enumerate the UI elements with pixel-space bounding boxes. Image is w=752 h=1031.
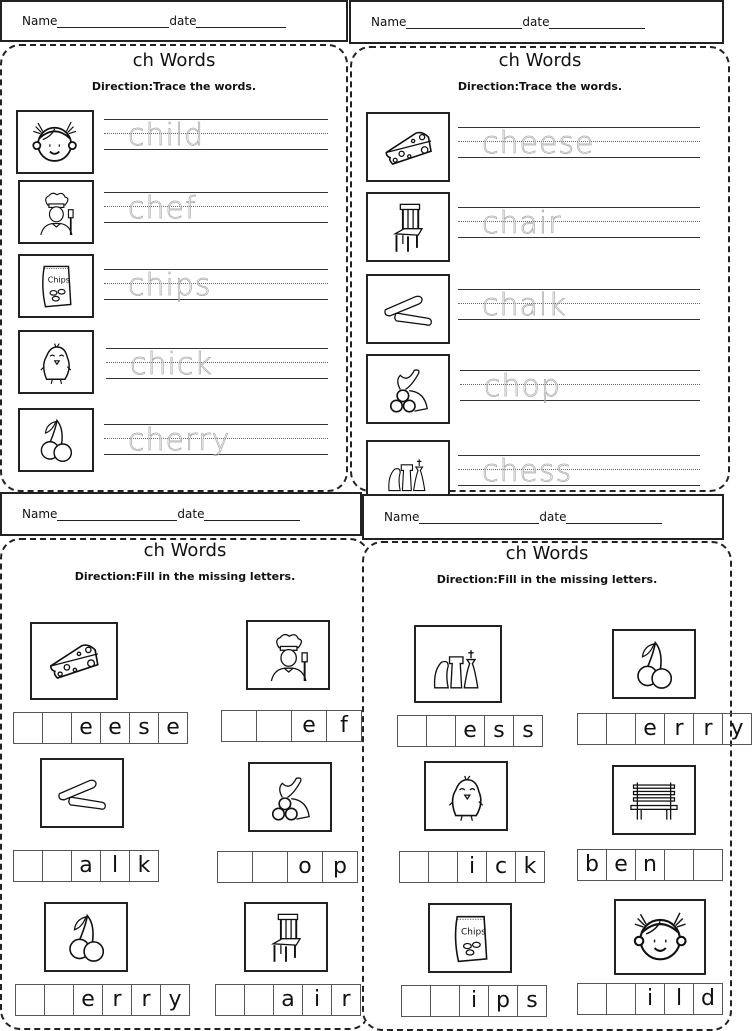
letter-box[interactable] (252, 851, 288, 883)
trace-line[interactable] (458, 455, 700, 491)
letter-box[interactable]: l (664, 983, 694, 1015)
letter-box[interactable] (244, 984, 274, 1016)
name-label: Name (384, 510, 420, 524)
letter-box[interactable] (44, 984, 74, 1016)
letter-box[interactable]: s (129, 712, 159, 744)
letter-box[interactable]: r (664, 713, 694, 745)
trace-word: chop (484, 369, 561, 404)
letter-box[interactable]: e (71, 712, 101, 744)
worksheet-direction: Direction:Fill in the missing letters. (436, 573, 658, 586)
date-label: date (539, 510, 567, 524)
worksheet-trace-2 (350, 46, 730, 492)
worksheet-title: ch Words (132, 50, 216, 71)
trace-line[interactable] (104, 192, 328, 228)
letter-box[interactable]: b (577, 849, 607, 881)
letter-boxes[interactable] (578, 849, 723, 881)
letter-box[interactable] (399, 851, 429, 883)
name-label: Name (22, 507, 58, 521)
date-field[interactable] (196, 15, 286, 28)
letter-boxes[interactable] (14, 712, 188, 744)
letter-box[interactable]: y (160, 984, 190, 1016)
name-date-header (362, 494, 724, 540)
chop-wood-icon (248, 762, 332, 832)
letter-box[interactable]: l (100, 850, 130, 882)
letter-boxes[interactable] (578, 983, 723, 1015)
chair-icon (244, 902, 328, 972)
letter-boxes[interactable] (222, 710, 362, 742)
trace-line[interactable] (104, 119, 328, 155)
cheese-icon (30, 622, 118, 700)
letter-box[interactable]: e (291, 710, 327, 742)
letter-box[interactable] (430, 985, 460, 1017)
worksheet-title: ch Words (505, 543, 589, 564)
name-field[interactable] (57, 508, 177, 521)
chef-icon (18, 180, 94, 244)
trace-word: chef (128, 191, 197, 226)
trace-word: chair (482, 206, 562, 241)
letter-box[interactable]: e (73, 984, 103, 1016)
letter-box[interactable]: i (302, 984, 332, 1016)
letter-box[interactable]: s (484, 715, 514, 747)
bench-icon (612, 765, 696, 835)
trace-word: chalk (482, 288, 567, 323)
letter-box[interactable] (606, 713, 636, 745)
date-field[interactable] (566, 511, 662, 524)
trace-word: cheese (482, 126, 595, 161)
chips-bag-icon (428, 903, 512, 973)
name-date-header (0, 492, 362, 536)
worksheet-direction: Direction:Trace the words. (457, 80, 623, 93)
trace-line[interactable] (458, 207, 700, 243)
worksheet-direction: Direction:Fill in the missing letters. (74, 570, 296, 583)
letter-box[interactable]: i (459, 985, 489, 1017)
letter-box[interactable]: k (129, 850, 159, 882)
letter-box[interactable]: s (513, 715, 543, 747)
letter-box[interactable]: c (486, 851, 516, 883)
letter-box[interactable]: y (722, 713, 752, 745)
letter-box[interactable]: k (515, 851, 545, 883)
trace-line[interactable] (104, 269, 328, 305)
date-label: date (522, 15, 550, 29)
trace-word: chick (130, 347, 213, 382)
trace-word: child (128, 118, 205, 153)
letter-box[interactable]: e (100, 712, 130, 744)
cherry-icon (44, 902, 128, 972)
chess-icon (414, 625, 502, 703)
letter-boxes[interactable] (16, 984, 190, 1016)
letter-boxes[interactable] (218, 851, 358, 883)
trace-word: cherry (128, 423, 231, 458)
name-label: Name (22, 14, 58, 28)
letter-box[interactable] (215, 984, 245, 1016)
chair-icon (366, 192, 450, 262)
letter-box[interactable]: e (455, 715, 485, 747)
letter-box[interactable] (217, 851, 253, 883)
name-label: Name (371, 15, 407, 29)
worksheet-title: ch Words (143, 540, 227, 561)
chalk-icon (366, 274, 450, 344)
letter-box[interactable] (577, 713, 607, 745)
trace-line[interactable] (458, 127, 700, 163)
letter-box[interactable]: r (131, 984, 161, 1016)
trace-line[interactable] (106, 348, 328, 384)
letter-box[interactable] (13, 712, 43, 744)
worksheet-fill-2 (362, 541, 744, 1031)
date-label: date (177, 507, 205, 521)
girl-face-icon (614, 899, 706, 975)
letter-boxes[interactable] (216, 984, 361, 1016)
chips-bag-icon (18, 254, 94, 318)
name-field[interactable] (419, 511, 539, 524)
letter-box[interactable]: p (488, 985, 518, 1017)
trace-word: chips (128, 268, 212, 303)
letter-box[interactable]: i (457, 851, 487, 883)
letter-box[interactable]: o (287, 851, 323, 883)
chop-wood-icon (366, 354, 450, 424)
date-label: date (169, 14, 197, 28)
letter-box[interactable] (42, 850, 72, 882)
letter-box[interactable] (401, 985, 431, 1017)
letter-box[interactable]: r (693, 713, 723, 745)
name-field[interactable] (406, 16, 522, 29)
letter-box[interactable] (664, 849, 694, 881)
letter-box[interactable] (693, 849, 723, 881)
letter-box[interactable]: e (606, 849, 636, 881)
letter-box[interactable] (13, 850, 43, 882)
letter-box[interactable]: a (273, 984, 303, 1016)
worksheet-fill-1 (0, 538, 370, 1030)
letter-box[interactable]: n (635, 849, 665, 881)
letter-box[interactable] (221, 710, 257, 742)
letter-box[interactable] (42, 712, 72, 744)
chalk-icon (40, 758, 124, 828)
cherry-icon (18, 408, 94, 472)
letter-box[interactable] (606, 983, 636, 1015)
letter-box[interactable]: r (331, 984, 361, 1016)
letter-box[interactable] (256, 710, 292, 742)
letter-box[interactable]: e (635, 713, 665, 745)
chess-icon (366, 440, 450, 500)
letter-box[interactable]: i (635, 983, 665, 1015)
trace-line[interactable] (458, 289, 700, 325)
letter-box[interactable] (428, 851, 458, 883)
letter-box[interactable]: p (322, 851, 358, 883)
letter-boxes[interactable] (578, 713, 752, 745)
date-field[interactable] (549, 16, 645, 29)
letter-box[interactable]: e (158, 712, 188, 744)
letter-box[interactable]: r (102, 984, 132, 1016)
letter-boxes[interactable] (398, 715, 543, 747)
letter-box[interactable]: a (71, 850, 101, 882)
name-date-header (349, 0, 724, 44)
chick-icon (18, 330, 94, 394)
letter-box[interactable] (426, 715, 456, 747)
chef-icon (246, 620, 330, 690)
girl-face-icon (16, 110, 94, 174)
cheese-icon (366, 112, 450, 182)
trace-line[interactable] (104, 424, 328, 460)
date-field[interactable] (204, 508, 300, 521)
trace-line[interactable] (460, 370, 700, 406)
trace-word: chess (482, 454, 573, 489)
name-date-header (0, 0, 348, 42)
chick-icon (424, 761, 508, 831)
letter-box[interactable] (577, 983, 607, 1015)
letter-box[interactable] (15, 984, 45, 1016)
letter-boxes[interactable] (14, 850, 159, 882)
worksheet-trace-1 (0, 44, 348, 492)
letter-box[interactable]: d (693, 983, 723, 1015)
letter-box[interactable]: s (517, 985, 547, 1017)
letter-boxes[interactable] (400, 851, 545, 883)
letter-box[interactable]: f (326, 710, 362, 742)
name-field[interactable] (57, 15, 169, 28)
letter-box[interactable] (397, 715, 427, 747)
worksheet-title: ch Words (498, 50, 582, 71)
cherry-icon (612, 629, 696, 699)
worksheet-direction: Direction:Trace the words. (91, 80, 257, 93)
letter-boxes[interactable] (402, 985, 547, 1017)
